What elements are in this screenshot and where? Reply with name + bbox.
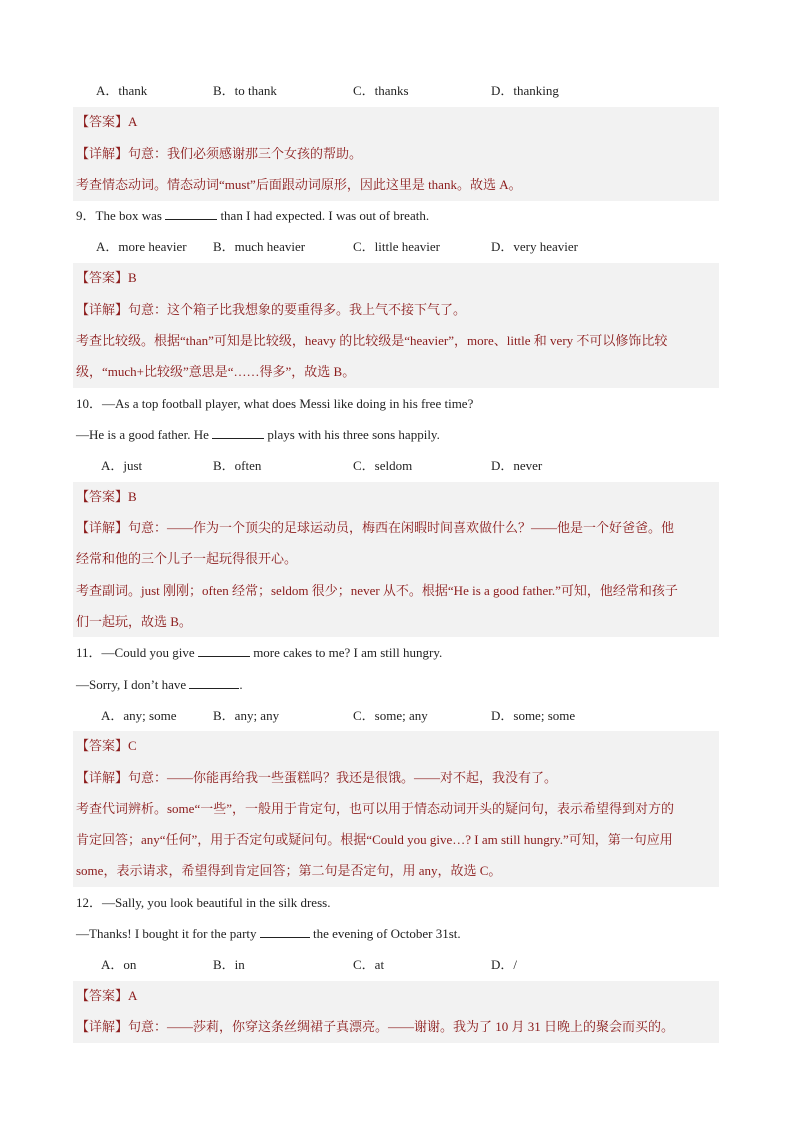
q11-detail-4: some，表示请求，希望得到肯定回答；第二句是否定句，用 any，故选 C。 (76, 863, 502, 878)
q10-detail-3: 考查副词。just 刚刚；often 经常；seldom 很少；never 从不。根据“He is a good father.”可知，他经常和孩子 (76, 583, 678, 598)
q12-detail-1: 【详解】句意：——莎莉，你穿这条丝绸裙子真漂亮。——谢谢。我为了 10 月 31 日晚上的聚会而买的。 (76, 1019, 675, 1034)
q12-answer: 【答案】A (76, 988, 138, 1003)
q12-stem-2: —Thanks! I bought it for the party the evening of October 31st. (76, 926, 461, 941)
q10-answer: 【答案】B (76, 489, 137, 504)
q10-option-b: B．often (213, 458, 262, 473)
q11-option-a: A．any; some (101, 708, 177, 723)
q8-option-c: C．thanks (353, 83, 409, 98)
q11-stem-2: —Sorry, I don’t have . (76, 677, 243, 692)
q8-option-b: B．to thank (213, 83, 277, 98)
q9-detail-1: 【详解】句意：这个箱子比我想象的要重得多。我上气不接下气了。 (76, 302, 467, 317)
q11-detail-1: 【详解】句意：——你能再给我一些蛋糕吗？我还是很饿。——对不起，我没有了。 (76, 770, 558, 785)
q9-option-d: D．very heavier (491, 239, 578, 254)
q10-option-c: C．seldom (353, 458, 413, 473)
q10-detail-2: 经常和他的三个儿子一起玩得很开心。 (76, 551, 298, 566)
q12-option-b: B．in (213, 957, 245, 972)
q9-detail-3: 级，“much+比较级”意思是“……得多”，故选 B。 (76, 364, 356, 379)
q9-answer: 【答案】B (76, 270, 137, 285)
q10-detail-1: 【详解】句意：——作为一个顶尖的足球运动员，梅西在闲暇时间喜欢做什么？——他是一个好爸爸。他 (76, 520, 675, 535)
q8-option-a: A．thank (96, 83, 148, 98)
q9-option-a: A．more heavier (96, 239, 187, 254)
q10-stem-2: —He is a good father. He plays with his three sons happily. (76, 427, 440, 442)
q12-option-a: A．on (101, 957, 137, 972)
q8-option-d: D．thanking (491, 83, 559, 98)
q9-stem: 9．The box was than I had expected. I was out of breath. (76, 208, 430, 223)
q8-detail-1: 【详解】句意：我们必须感谢那三个女孩的帮助。 (76, 146, 363, 161)
q11-option-d: D．some; some (491, 708, 576, 723)
q10-option-a: A．just (101, 458, 143, 473)
q10-option-d: D．never (491, 458, 543, 473)
q11-detail-2: 考查代词辨析。some“一些”，一般用于肯定句，也可以用于情态动词开头的疑问句，表示希望得到对方的 (76, 801, 674, 816)
q10-detail-4: 们一起玩，故选 B。 (76, 614, 192, 629)
q11-stem-1: 11．—Could you give more cakes to me? I am still hungry. (76, 645, 443, 660)
q11-detail-3: 肯定回答；any“任何”，用于否定句或疑问句。根据“Could you give…? I am still hungry.”可知，第一句应用 (76, 832, 673, 847)
q9-detail-2: 考查比较级。根据“than”可知是比较级，heavy 的比较级是“heavier”，more、little 和 very 不可以修饰比较 (76, 333, 668, 348)
q11-answer: 【答案】C (76, 738, 137, 753)
q9-option-b: B．much heavier (213, 239, 306, 254)
q12-option-c: C．at (353, 957, 385, 972)
q10-stem-1: 10．—As a top football player, what does Messi like doing in his free time? (76, 396, 474, 411)
q8-answer: 【答案】A (76, 114, 138, 129)
q12-option-d: D．/ (491, 957, 518, 972)
q12-stem-1: 12．—Sally, you look beautiful in the silk dress. (76, 895, 331, 910)
q11-option-c: C．some; any (353, 708, 428, 723)
q8-detail-2: 考查情态动词。情态动词“must”后面跟动词原形，因此这里是 thank。故选 A。 (76, 177, 522, 192)
q11-option-b: B．any; any (213, 708, 280, 723)
q9-option-c: C．little heavier (353, 239, 441, 254)
